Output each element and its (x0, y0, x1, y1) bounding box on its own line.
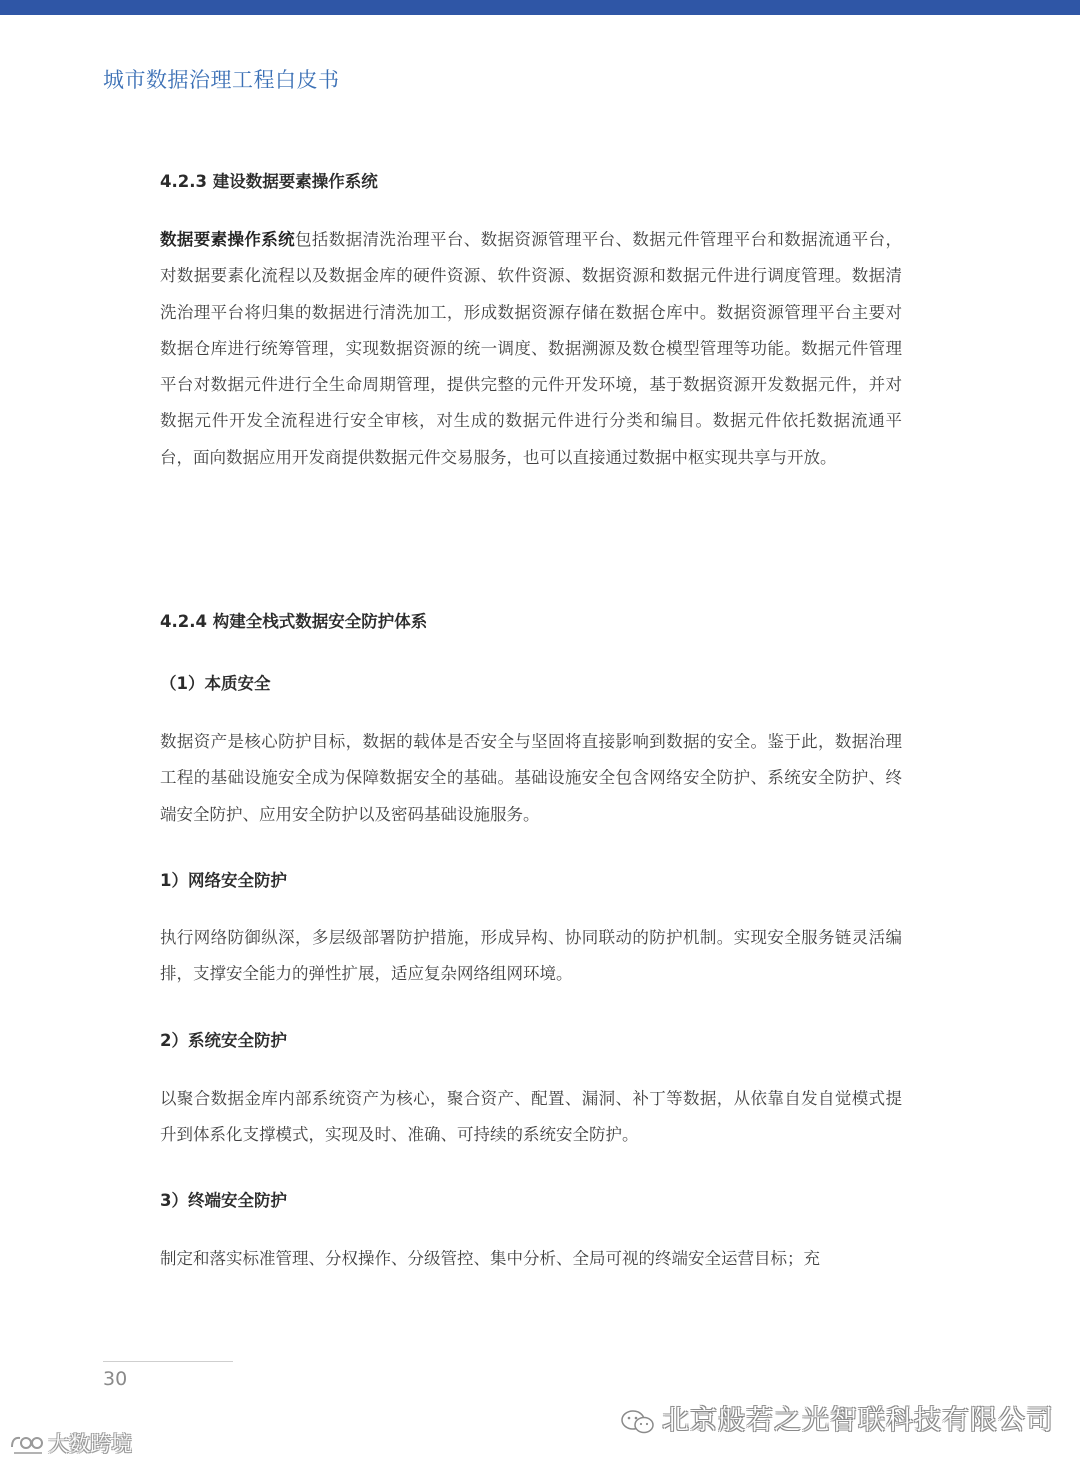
section-4-2-3-paragraph (160, 222, 902, 476)
essential-security-paragraph: 数据资产是核心防护目标，数据的载体是否安全与坚固将直接影响到数据的安全。鉴于此，数据治理工程的基础设施安全成为保障数据安全的基础。基础设施安全包含网络安全防护、系统安全防护、终端安全防护、应用安全防护以及密码基础设施服务。 (160, 732, 902, 824)
company-watermark (620, 1398, 1054, 1437)
top-accent-bar (0, 0, 1080, 15)
network-security-paragraph: 执行网络防御纵深，多层级部署防护措施，形成异构、协同联动的防护机制。实现安全服务链灵活编排，支撑安全能力的弹性扩展，适应复杂网络组网环境。 (160, 928, 902, 984)
brand-logo-icon (8, 1433, 48, 1457)
section-heading-4-2-4: 4.2.4 构建全栈式数据安全防护体系 (160, 612, 428, 631)
endpoint-security-paragraph: 制定和落实标准管理、分权操作、分级管控、集中分析、全局可视的终端安全运营目标；充 (160, 1249, 820, 1268)
footer-rule (103, 1361, 233, 1362)
company-name: 北京般若之光智联科技有限公司 (662, 1405, 1054, 1436)
wechat-icon (620, 1409, 656, 1435)
subsection-heading-essential-security: （1）本质安全 (160, 674, 271, 693)
paragraph-bold-lead: 数据要素操作系统 (160, 230, 295, 249)
paragraph-body: 包括数据清洗治理平台、数据资源管理平台、数据元件管理平台和数据流通平台，对数据要素化流程以及数据金库的硬件资源、软件资源、数据资源和数据元件进行调度管理。数据清洗治理平台将归集的数据进行清洗加工，形成数据资源存储在数据仓库中。数据资源管理平台主要对数据仓库进行统筹管理，实现数据资源的统一调度、数据溯源及数仓模型管理等功能。数据元件管理平台对数据元件进行全生命周期管理，提供完整的元件开发环境，基于数据资源开发数据元件，并对数据元件开发全流程进行安全审核，对生成的数据元件进行分类和编目。数据元件依托数据流通平台，面向数据应用开发商提供数据元件交易服务，也可以直接通过数据中枢实现共享与开放。 (160, 230, 903, 467)
item-heading-network-security: 1）网络安全防护 (160, 871, 287, 890)
page-number: 30 (103, 1368, 128, 1390)
source-watermark (8, 1428, 132, 1458)
source-name: 大数跨境 (48, 1432, 132, 1456)
document-title: 城市数据治理工程白皮书 (103, 68, 340, 92)
item-heading-system-security: 2）系统安全防护 (160, 1031, 287, 1050)
section-heading-4-2-3: 4.2.3 建设数据要素操作系统 (160, 172, 378, 191)
system-security-paragraph: 以聚合数据金库内部系统资产为核心，聚合资产、配置、漏洞、补丁等数据，从依靠自发自觉模式提升到体系化支撑模式，实现及时、准确、可持续的系统安全防护。 (160, 1089, 902, 1145)
item-heading-endpoint-security: 3）终端安全防护 (160, 1191, 287, 1210)
